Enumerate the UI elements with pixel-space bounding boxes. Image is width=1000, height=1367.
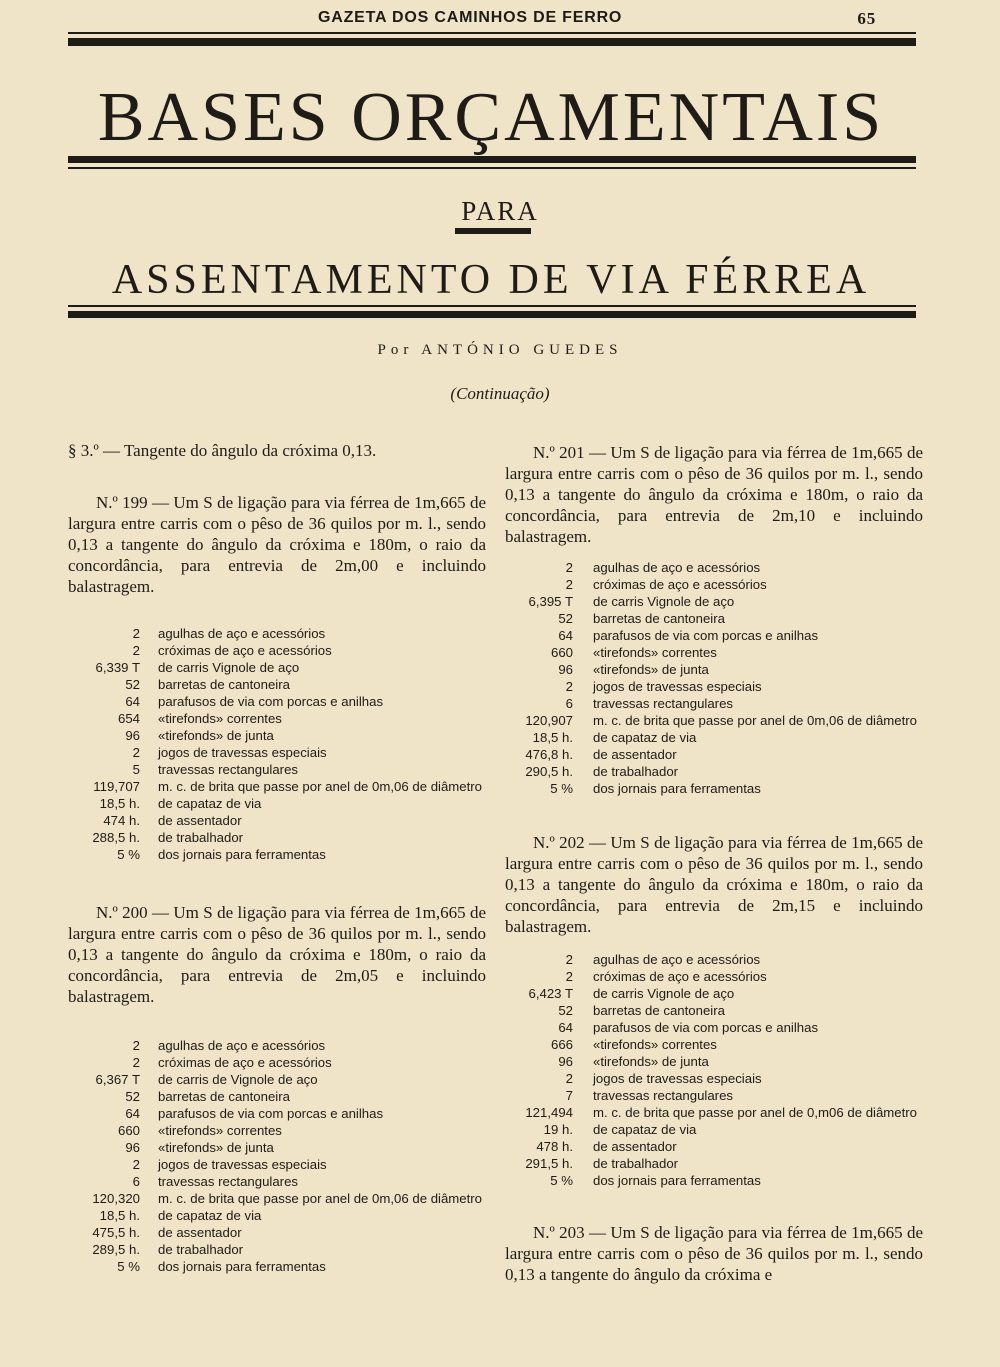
material-item [68, 676, 486, 693]
item-quantity: 654 [117, 711, 140, 726]
material-item [505, 661, 923, 678]
item-quantity: 660 [117, 1123, 140, 1138]
item-quantity: 2 [132, 1038, 140, 1053]
item-quantity: 64 [125, 694, 140, 709]
material-item [505, 593, 923, 610]
item-quantity: 52 [558, 1003, 573, 1018]
item-quantity: 291,5 h. [525, 1156, 573, 1171]
item-description: de carris Vignole de aço [593, 594, 735, 609]
materials-list [68, 625, 486, 863]
material-item [505, 678, 923, 695]
material-item [505, 951, 923, 968]
material-item [505, 627, 923, 644]
material-item [505, 695, 923, 712]
item-quantity: 2 [565, 679, 573, 694]
material-item [68, 1037, 486, 1054]
item-quantity: 476,8 h. [525, 747, 573, 762]
item-description: de trabalhador [158, 1242, 244, 1257]
item-description: de carris de Vignole de aço [158, 1072, 318, 1087]
item-description: dos jornais para ferramentas [158, 847, 326, 862]
item-quantity: 64 [125, 1106, 140, 1121]
section-heading: § 3.º — Tangente do ângulo da cróxima 0,13. [68, 441, 377, 460]
item-quantity: 475,5 h. [92, 1225, 140, 1240]
material-item [505, 576, 923, 593]
material-item [68, 812, 486, 829]
item-quantity: 2 [132, 745, 140, 760]
material-item [68, 659, 486, 676]
material-item [505, 985, 923, 1002]
item-quantity: 6,395 T [528, 594, 573, 609]
item-description: parafusos de via com porcas e anilhas [158, 1106, 384, 1121]
item-quantity: 121,494 [525, 1105, 573, 1120]
item-description: «tirefonds» de junta [158, 728, 274, 743]
material-item [68, 710, 486, 727]
item-quantity: 52 [125, 677, 140, 692]
material-item [68, 1156, 486, 1173]
item-quantity: 52 [558, 611, 573, 626]
item-description: de assentador [158, 1225, 242, 1240]
material-item [68, 1139, 486, 1156]
item-quantity: 6,367 T [95, 1072, 140, 1087]
entry-200 [68, 902, 486, 1275]
item-description: cróximas de aço e acessórios [593, 577, 767, 592]
item-quantity: 18,5 h. [99, 1208, 140, 1223]
material-item [68, 1190, 486, 1207]
item-quantity: 2 [565, 952, 573, 967]
material-item [68, 1122, 486, 1139]
material-item [68, 727, 486, 744]
item-quantity: 52 [125, 1089, 140, 1104]
item-description: «tirefonds» correntes [158, 711, 282, 726]
item-description: de capataz de via [158, 796, 262, 811]
item-description: jogos de travessas especiais [158, 745, 327, 760]
material-item [68, 1258, 486, 1275]
item-quantity: 119,707 [93, 779, 140, 794]
subtitle-rule-thin [68, 305, 916, 307]
item-description: «tirefonds» de junta [158, 1140, 274, 1155]
page-number: 65 [857, 9, 876, 28]
material-item [68, 1105, 486, 1122]
item-description: de assentador [158, 813, 242, 828]
item-description: dos jornais para ferramentas [593, 1173, 761, 1188]
item-description: «tirefonds» de junta [593, 1054, 709, 1069]
item-description: jogos de travessas especiais [158, 1157, 327, 1172]
item-quantity: 5 % [550, 781, 573, 796]
material-item [68, 1224, 486, 1241]
item-quantity: 474 h. [103, 813, 140, 828]
item-description: de trabalhador [593, 764, 679, 779]
item-quantity: 478 h. [536, 1139, 573, 1154]
item-description: agulhas de aço e acessórios [593, 560, 761, 575]
material-item [68, 795, 486, 812]
entry-text: N.º 201 — Um S de ligação para via férrea de 1m,665 de largura entre carris com o pêso de 36 quilos por m. l., sendo 0,13 a tangente do ângulo da cróxima e 180m, o raio da concordância, para entrevia de 2m,10 e incluindo balastragem. [505, 443, 923, 546]
entry-text: N.º 200 — Um S de ligação para via férrea de 1m,665 de largura entre carris com o pêso de 36 quilos por m. l., sendo 0,13 a tangente do ângulo da cróxima e 180m, o raio da concordância, para entrevia de 2m,05 e incluindo balastragem. [68, 903, 486, 1006]
item-description: parafusos de via com porcas e anilhas [593, 1020, 819, 1035]
item-quantity: 5 % [550, 1173, 573, 1188]
item-quantity: 120,907 [525, 713, 573, 728]
item-description: de carris Vignole de aço [593, 986, 735, 1001]
item-description: jogos de travessas especiais [593, 1071, 762, 1086]
material-item [68, 642, 486, 659]
continuation-note: (Continuação) [450, 384, 550, 403]
material-item [68, 744, 486, 761]
item-quantity: 288,5 h. [92, 830, 140, 845]
material-item [68, 778, 486, 795]
item-description: dos jornais para ferramentas [593, 781, 761, 796]
journal-name: GAZETA DOS CAMINHOS DE FERRO [318, 9, 623, 26]
material-item [68, 761, 486, 778]
item-quantity: 96 [125, 728, 140, 743]
item-quantity: 6 [132, 1174, 140, 1189]
item-description: de trabalhador [593, 1156, 679, 1171]
item-description: travessas rectangulares [593, 696, 734, 711]
item-description: travessas rectangulares [593, 1088, 734, 1103]
entry-203 [505, 1222, 923, 1285]
entry-text: N.º 199 — Um S de ligação para via férrea de 1m,665 de largura entre carris com o pêso de 36 quilos por m. l., sendo 0,13 a tangente do ângulo da cróxima e 180m, o raio da concordância, para entrevia de 2m,00 e incluindo balastragem. [68, 493, 486, 596]
material-item [505, 610, 923, 627]
article-title: BASES ORÇAMENTAIS [97, 79, 885, 156]
item-quantity: 96 [558, 662, 573, 677]
item-description: barretas de cantoneira [593, 1003, 725, 1018]
material-item [505, 763, 923, 780]
material-item [505, 1138, 923, 1155]
item-description: de capataz de via [158, 1208, 262, 1223]
item-description: de capataz de via [593, 730, 697, 745]
item-quantity: 666 [550, 1037, 573, 1052]
item-quantity: 289,5 h. [92, 1242, 140, 1257]
running-header [68, 6, 916, 32]
item-quantity: 2 [565, 1071, 573, 1086]
entry-199 [68, 492, 486, 863]
item-description: m. c. de brita que passe por anel de 0m,06 de diâmetro [158, 1191, 483, 1206]
item-description: de capataz de via [593, 1122, 697, 1137]
item-quantity: 2 [565, 577, 573, 592]
material-item [68, 1241, 486, 1258]
title-rule-thin [68, 167, 916, 169]
entry-text: N.º 202 — Um S de ligação para via férrea de 1m,665 de largura entre carris com o pêso de 36 quilos por m. l., sendo 0,13 a tangente do ângulo da cróxima e 180m, o raio da concordância, para entrevia de 2m,15 e incluindo balastragem. [505, 833, 923, 936]
material-item [505, 729, 923, 746]
item-quantity: 120,320 [92, 1191, 140, 1206]
item-description: parafusos de via com porcas e anilhas [158, 694, 384, 709]
connector-underline [455, 228, 531, 234]
item-quantity: 2 [132, 643, 140, 658]
item-description: travessas rectangulares [158, 762, 299, 777]
item-quantity: 6,339 T [95, 660, 140, 675]
material-item [68, 846, 486, 863]
material-item [505, 1070, 923, 1087]
item-quantity: 290,5 h. [525, 764, 573, 779]
item-quantity: 5 [132, 762, 140, 777]
author-byline: Por ANTÓNIO GUEDES [377, 342, 623, 358]
item-description: barretas de cantoneira [158, 1089, 290, 1104]
entry-202 [505, 832, 923, 1189]
item-description: «tirefonds» de junta [593, 662, 709, 677]
item-description: cróximas de aço e acessórios [158, 1055, 332, 1070]
material-item [505, 1087, 923, 1104]
item-quantity: 2 [565, 560, 573, 575]
item-quantity: 5 % [117, 1259, 140, 1274]
item-description: parafusos de via com porcas e anilhas [593, 628, 819, 643]
material-item [505, 1053, 923, 1070]
item-quantity: 6 [565, 696, 573, 711]
materials-list [68, 1037, 486, 1275]
item-description: jogos de travessas especiais [593, 679, 762, 694]
item-quantity: 7 [565, 1088, 573, 1103]
material-item [68, 693, 486, 710]
material-item [505, 1036, 923, 1053]
material-item [68, 625, 486, 642]
material-item [68, 1088, 486, 1105]
material-item [68, 1071, 486, 1088]
entry-201 [505, 442, 923, 797]
header-rule-thin [68, 32, 916, 34]
item-description: travessas rectangulares [158, 1174, 299, 1189]
title-connector: PARA [461, 196, 539, 226]
item-description: m. c. de brita que passe por anel de 0m,06 de diâmetro [158, 779, 483, 794]
item-quantity: 96 [125, 1140, 140, 1155]
item-quantity: 2 [565, 969, 573, 984]
item-description: de trabalhador [158, 830, 244, 845]
item-description: de carris Vignole de aço [158, 660, 300, 675]
item-quantity: 5 % [117, 847, 140, 862]
material-item [505, 968, 923, 985]
item-quantity: 96 [558, 1054, 573, 1069]
item-description: m. c. de brita que passe por anel de 0m,06 de diâmetro [593, 713, 918, 728]
material-item [505, 1172, 923, 1189]
material-item [505, 1019, 923, 1036]
material-item [505, 559, 923, 576]
material-item [68, 1054, 486, 1071]
item-quantity: 6,423 T [528, 986, 573, 1001]
material-item [505, 1121, 923, 1138]
item-description: «tirefonds» correntes [158, 1123, 282, 1138]
item-description: de assentador [593, 1139, 677, 1154]
material-item [68, 1173, 486, 1190]
item-quantity: 660 [550, 645, 573, 660]
item-description: dos jornais para ferramentas [158, 1259, 326, 1274]
item-quantity: 2 [132, 1055, 140, 1070]
material-item [68, 829, 486, 846]
article-subtitle: ASSENTAMENTO DE VIA FÉRREA [111, 257, 871, 303]
material-item [505, 1104, 923, 1121]
material-item [68, 1207, 486, 1224]
item-description: «tirefonds» correntes [593, 1037, 717, 1052]
material-item [505, 1155, 923, 1172]
header-rule-thick [68, 38, 916, 46]
material-item [505, 644, 923, 661]
item-quantity: 18,5 h. [532, 730, 573, 745]
item-description: agulhas de aço e acessórios [158, 1038, 326, 1053]
title-rule-thick [68, 156, 916, 163]
item-description: m. c. de brita que passe por anel de 0,m06 de diâmetro [593, 1105, 918, 1120]
item-quantity: 18,5 h. [99, 796, 140, 811]
item-quantity: 64 [558, 1020, 573, 1035]
item-description: barretas de cantoneira [593, 611, 725, 626]
material-item [505, 1002, 923, 1019]
material-item [505, 746, 923, 763]
item-quantity: 64 [558, 628, 573, 643]
materials-list [505, 559, 923, 797]
material-item [505, 780, 923, 797]
material-item [505, 712, 923, 729]
item-description: cróximas de aço e acessórios [158, 643, 332, 658]
subtitle-rule-thick [68, 311, 916, 318]
materials-list [505, 951, 923, 1189]
item-description: cróximas de aço e acessórios [593, 969, 767, 984]
item-description: agulhas de aço e acessórios [593, 952, 761, 967]
item-quantity: 19 h. [543, 1122, 573, 1137]
item-quantity: 2 [132, 1157, 140, 1172]
item-description: agulhas de aço e acessórios [158, 626, 326, 641]
left-column [68, 440, 486, 1274]
item-description: barretas de cantoneira [158, 677, 290, 692]
item-quantity: 2 [132, 626, 140, 641]
entry-text: N.º 203 — Um S de ligação para via férrea de 1m,665 de largura entre carris com o pêso de 36 quilos por m. l., sendo 0,13 a tangente do ângulo da cróxima e [505, 1223, 923, 1284]
item-description: de assentador [593, 747, 677, 762]
item-description: «tirefonds» correntes [593, 645, 717, 660]
